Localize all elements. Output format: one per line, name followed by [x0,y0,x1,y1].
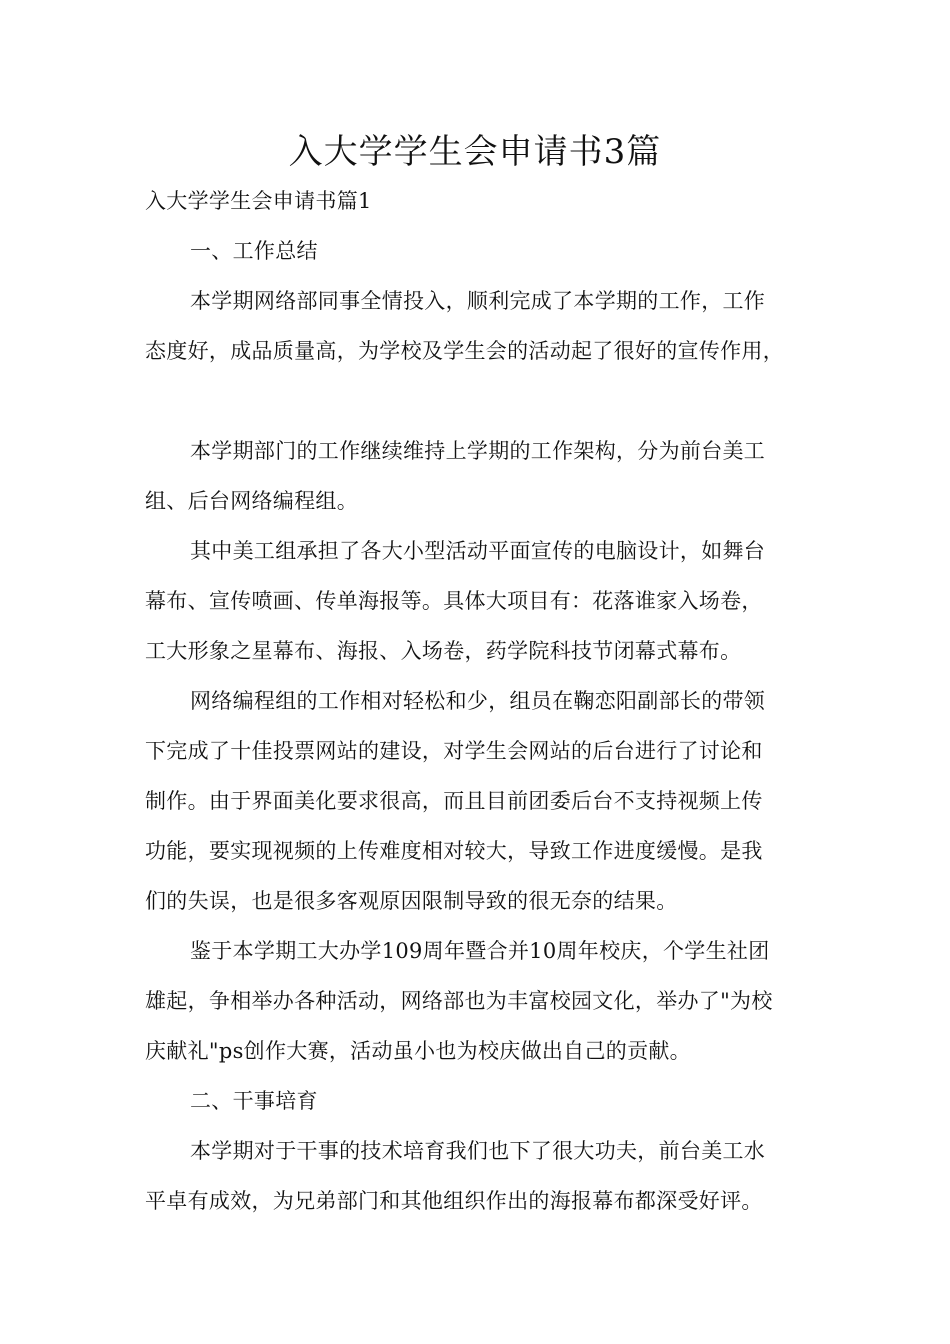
section-heading: 入大学学生会申请书篇1 [145,189,372,213]
paragraph-line: 其中美工组承担了各大小型活动平面宣传的电脑设计，如舞台 [190,539,766,563]
paragraph-line: 本学期部门的工作继续维持上学期的工作架构，分为前台美工 [190,439,766,463]
paragraph-line: 网络编程组的工作相对轻松和少，组员在鞠恋阳副部长的带领 [190,689,766,713]
paragraph-line: 本学期网络部同事全情投入，顺利完成了本学期的工作，工作 [190,289,766,313]
paragraph-line: 组、后台网络编程组。 [145,489,358,513]
paragraph-line: 工大形象之星幕布、海报、入场卷，药学院科技节闭幕式幕布。 [145,639,742,663]
paragraph-line: 功能，要实现视频的上传难度相对较大，导致工作进度缓慢。是我 [145,839,763,863]
paragraph-line: 雄起，争相举办各种活动，网络部也为丰富校园文化，举办了"为校 [145,989,773,1013]
paragraph-line: 们的失误，也是很多客观原因限制导致的很无奈的结果。 [145,889,678,913]
paragraph-line: 下完成了十佳投票网站的建设，对学生会网站的后台进行了讨论和 [145,739,763,763]
paragraph-line: 鉴于本学期工大办学109周年暨合并10周年校庆，个学生社团 [190,939,770,963]
document-title: 入大学学生会申请书3篇 [288,132,662,172]
paragraph-line: 平卓有成效，为兄弟部门和其他组织作出的海报幕布都深受好评。 [145,1189,763,1213]
paragraph-line: 二、干事培育 [190,1089,318,1113]
paragraph-line: 庆献礼"ps创作大赛，活动虽小也为校庆做出自己的贡献。 [145,1039,691,1063]
paragraph-line: 本学期对于干事的技术培育我们也下了很大功夫，前台美工水 [190,1139,766,1163]
paragraph-line: 幕布、宣传喷画、传单海报等。具体大项目有：花落谁家入场卷， [145,589,763,613]
paragraph-line: 制作。由于界面美化要求很高，而且目前团委后台不支持视频上传 [145,789,763,813]
paragraph-line: 态度好，成品质量高，为学校及学生会的活动起了很好的宣传作用， [145,339,784,363]
paragraph-line: 一、工作总结 [190,239,318,263]
